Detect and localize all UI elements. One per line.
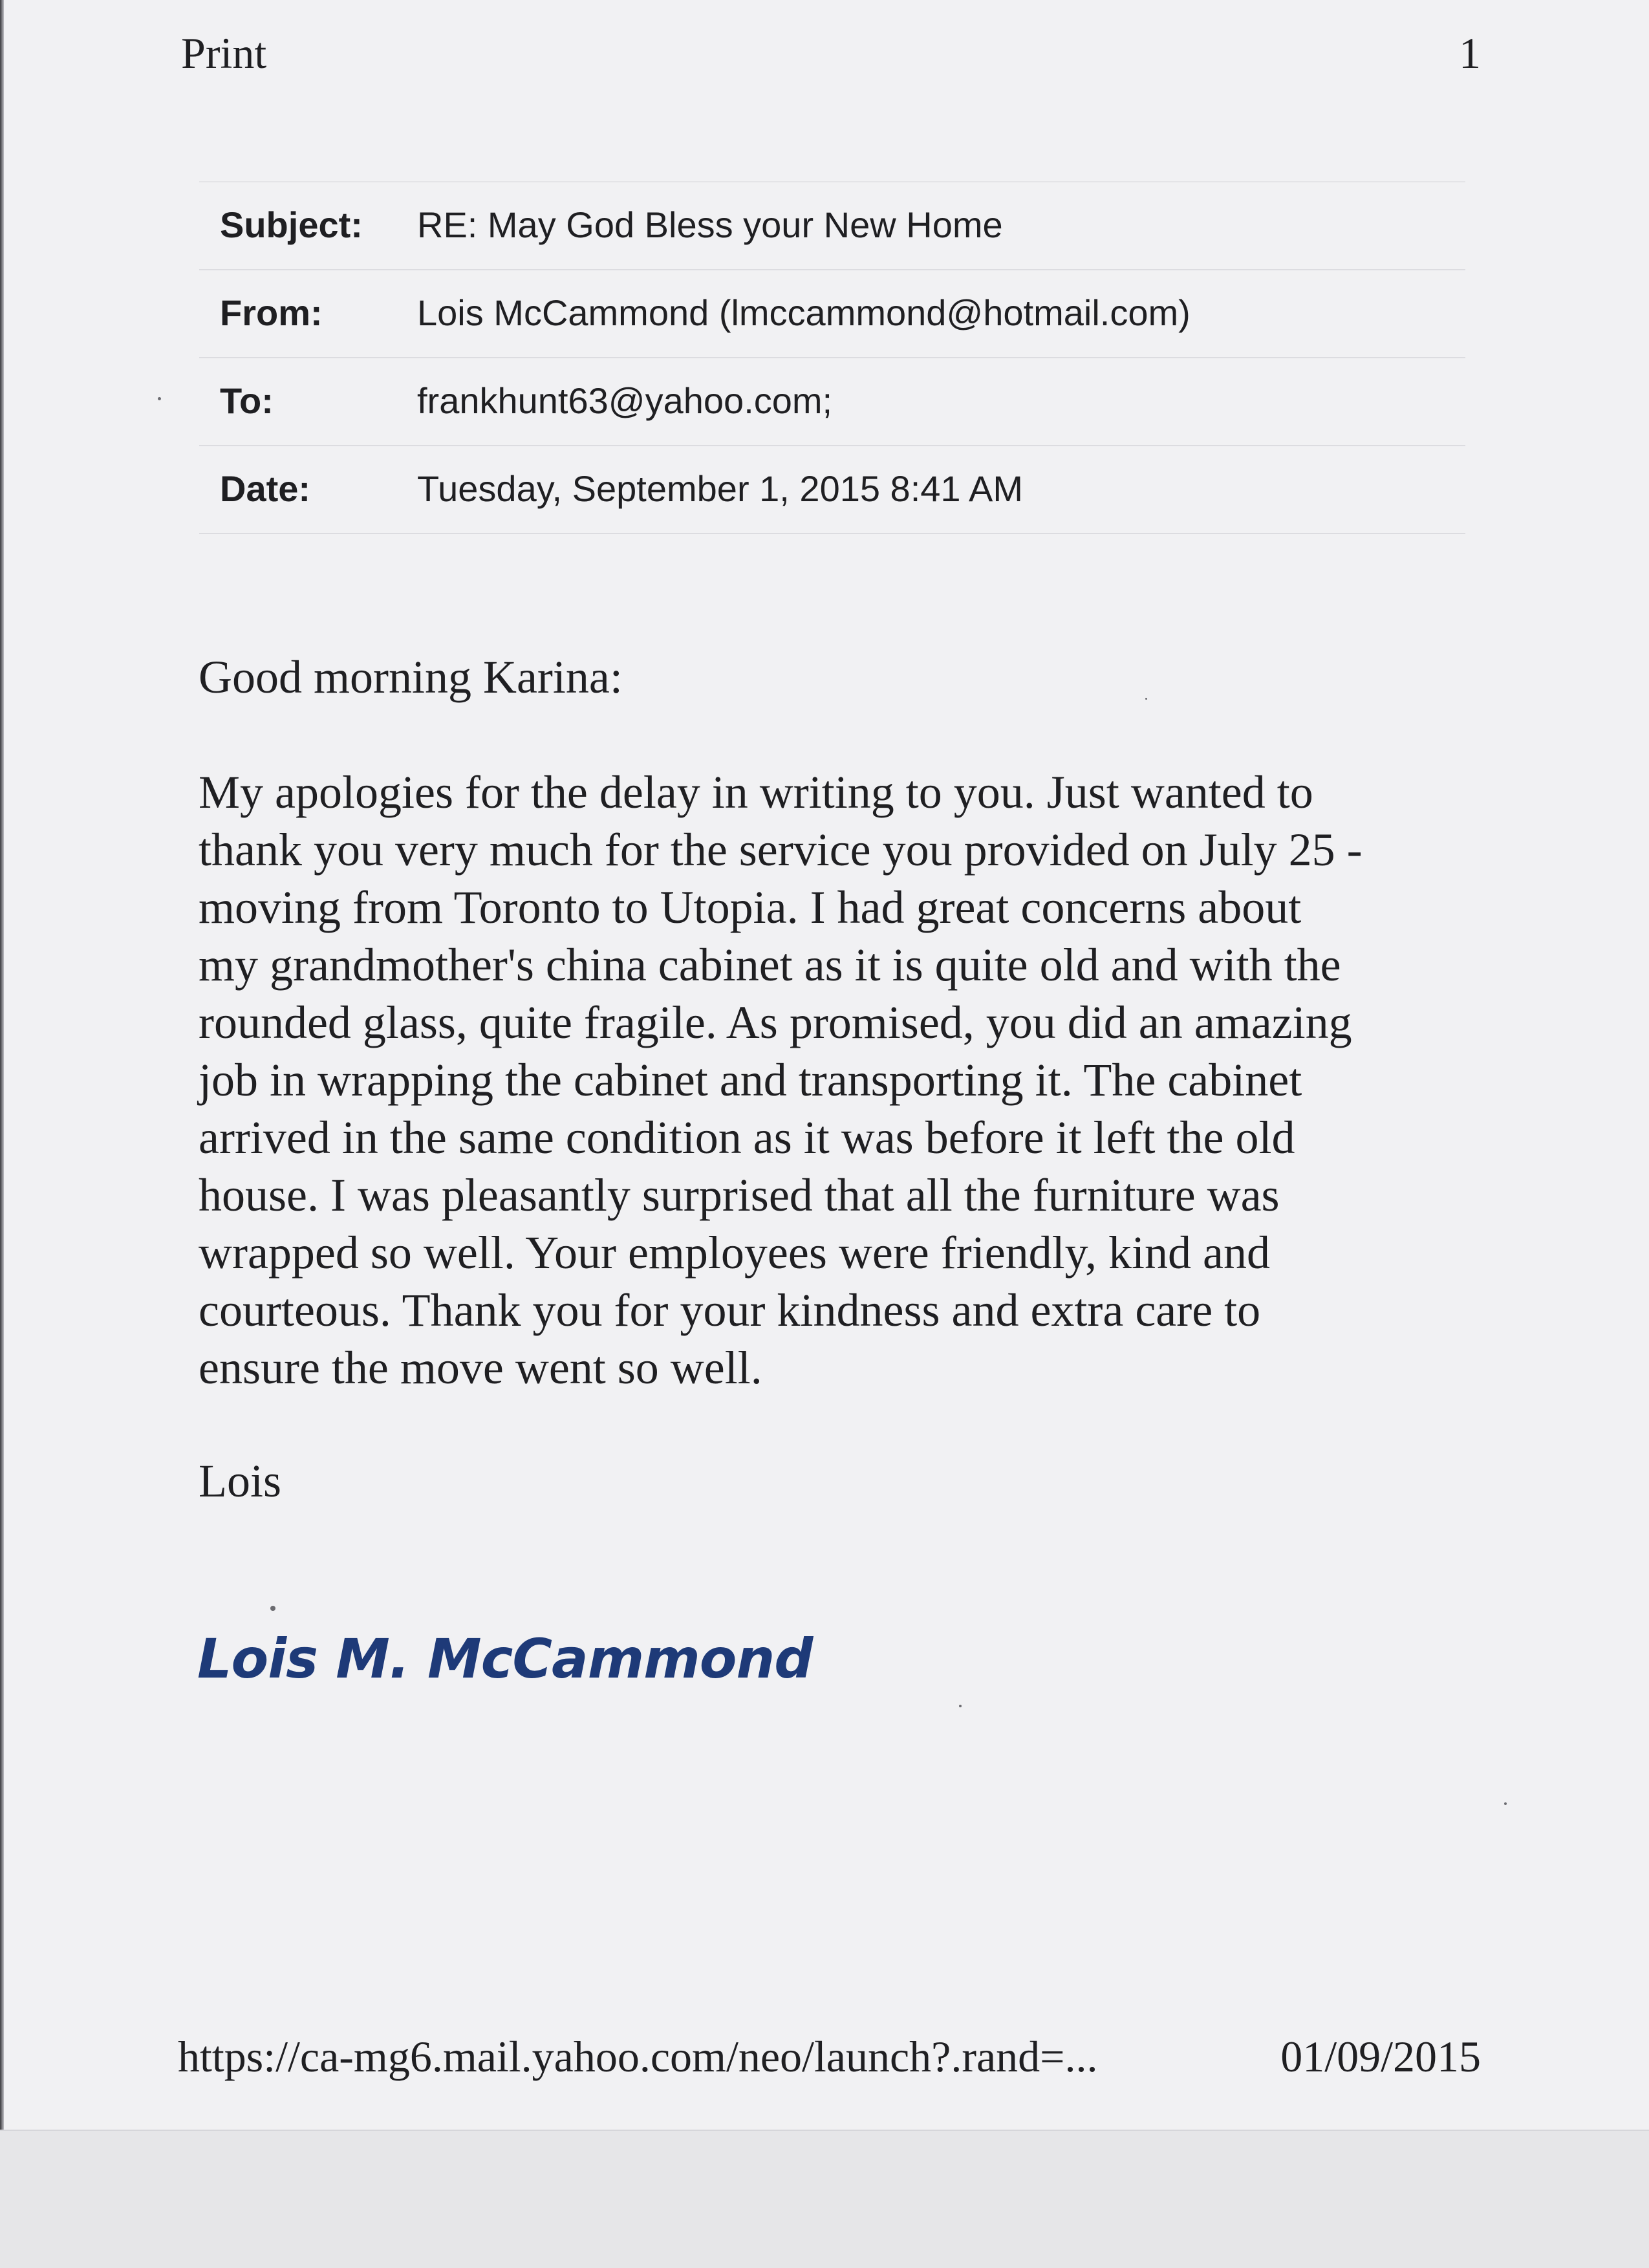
body-line: my grandmother's china cabinet as it is quite old and with the [199,939,1341,991]
scan-speck [158,397,161,400]
body-line: arrived in the same condition as it was before it left the old [199,1112,1295,1163]
scan-speck [1145,698,1147,700]
print-footer-url: https://ca-mg6.mail.yahoo.com/neo/launch?.rand=... [178,2032,1098,2081]
body-line: rounded glass, quite fragile. As promised, you did an amazing [199,997,1352,1048]
from-row [199,270,1465,358]
to-row [199,358,1465,446]
body-line: moving from Toronto to Utopia. I had great concerns about [199,881,1302,933]
body-line: job in wrapping the cabinet and transporting it. The cabinet [199,1054,1302,1106]
scan-speck [959,1705,962,1707]
email-sign-off: Lois [199,1455,282,1507]
page-number: 1 [1459,28,1481,78]
body-line: wrapped so well. Your employees were friendly, kind and [199,1227,1270,1279]
date-row [199,446,1465,534]
email-header-table [199,181,1465,534]
subject-row [199,182,1465,270]
print-header-label: Print [181,28,267,78]
subject-value: RE: May God Bless your New Home [417,204,1003,245]
email-signature: Lois M. McCammond [197,1627,813,1690]
body-line: house. I was pleasantly surprised that all the furniture was [199,1169,1280,1221]
email-body [199,764,1363,1397]
scan-edge [0,0,4,2130]
to-label: To: [220,380,274,421]
scan-speck [1504,1802,1507,1805]
to-value: frankhunt63@yahoo.com; [417,380,833,421]
subject-label: Subject: [220,204,363,245]
body-line: thank you very much for the service you provided on July 25 - [199,824,1363,876]
email-greeting: Good morning Karina: [199,651,623,703]
body-line: courteous. Thank you for your kindness and extra care to [199,1284,1261,1336]
body-line: ensure the move went so well. [199,1342,762,1394]
scan-speck [270,1606,275,1611]
date-label: Date: [220,468,311,509]
from-label: From: [220,292,323,333]
from-value: Lois McCammond (lmccammond@hotmail.com) [417,292,1191,333]
date-value: Tuesday, September 1, 2015 8:41 AM [417,468,1024,509]
print-footer-date: 01/09/2015 [1280,2032,1481,2081]
body-line: My apologies for the delay in writing to you. Just wanted to [199,766,1313,818]
